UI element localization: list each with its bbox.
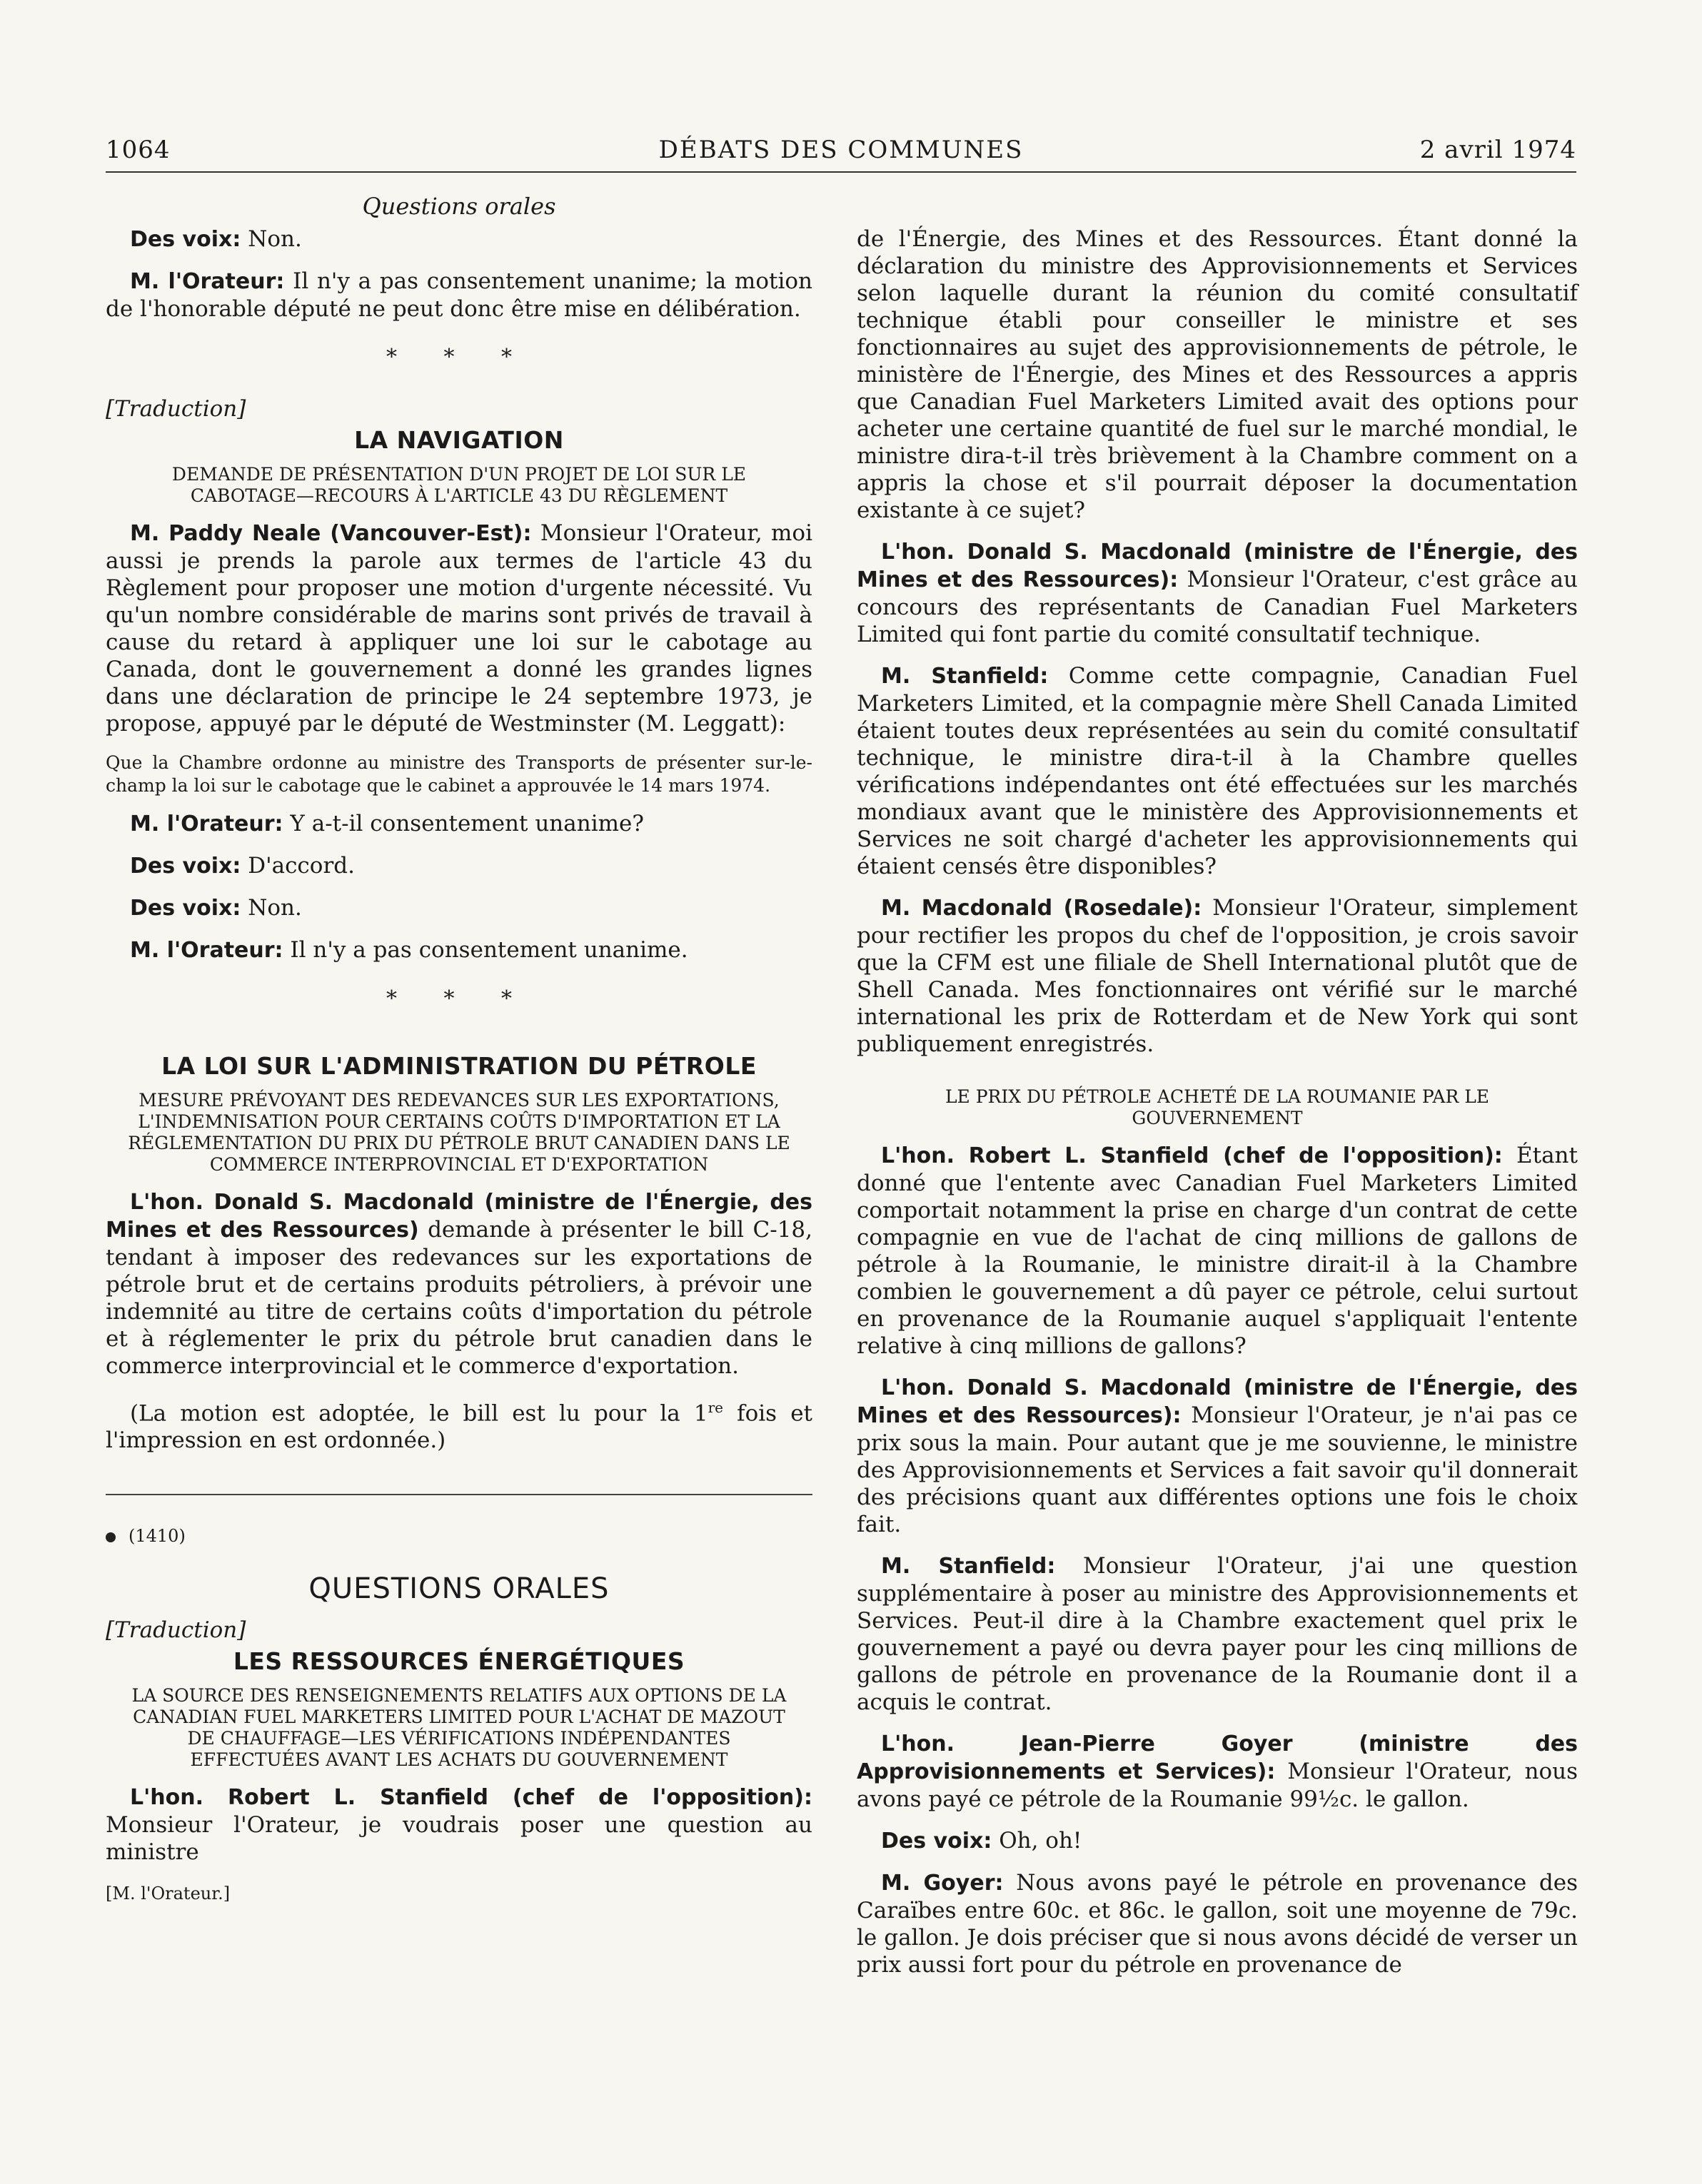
speaker: M. l'Orateur:	[130, 812, 283, 836]
paragraph	[106, 226, 812, 253]
paragraph	[857, 1869, 1578, 1978]
speech-text: Y a-t-il consentement unanime?	[283, 811, 644, 836]
speech-text: Il n'y a pas consentement unanime.	[283, 937, 688, 963]
speaker: Des voix:	[130, 227, 241, 252]
speech-text: Monsieur l'Orateur, j'ai une question supplémentaire à poser au ministre des Approvisionnements et Services. Peut-il dire à la Chambre exactement quel prix le gouvernement a payé ou devra payer pour les cinq millions de gallons de pétrole en provenance de la Roumanie dont il a acquis le contrat.	[857, 1553, 1578, 1715]
speaker: M. Goyer:	[881, 1871, 1004, 1896]
speaker: L'hon. Donald S. Macdonald (ministre de l'Énergie, des Mines et des Ressources)	[106, 1190, 812, 1243]
right-column	[857, 226, 1578, 1993]
speaker: L'hon. Donald S. Macdonald (ministre de l'Énergie, des Mines et des Ressources):	[857, 1375, 1578, 1428]
paragraph	[857, 662, 1578, 880]
speech-text: Monsieur l'Orateur, simplement pour rectifier les propos du chef de l'opposition, je crois savoir que la CFM est une filiale de Shell International plutôt que de Shell Canada. Mes fonctionnaires ont vérifié sur le marché international les prix de Rotterdam et de New York qui sont publiquement enregistrés.	[857, 895, 1578, 1057]
bullet-icon	[106, 1532, 116, 1542]
speech-text: D'accord.	[241, 853, 355, 879]
paragraph	[106, 894, 812, 922]
speaker: L'hon. Jean-Pierre Goyer (ministre des Approvisionnements et Services):	[857, 1731, 1578, 1784]
left-column	[106, 226, 812, 1907]
speaker: M. l'Orateur:	[130, 938, 283, 963]
paragraph	[106, 268, 812, 323]
section-name: Questions orales	[362, 193, 556, 220]
section-separator: * * *	[386, 986, 533, 1011]
footer-note: [M. l'Orateur.]	[106, 1884, 231, 1904]
speech-text: Comme cette compagnie, Canadian Fuel Marketers Limited, et la compagnie mère Shell Canada Limited étaient toutes deux représentées au sein du comité consultatif technique, le ministre dira-t-il à la Chambre quelles vérifications indépendantes ont été effectuées sur les marchés mondiaux avant que le ministère des Approvisionnements et Services ne soit chargé d'acheter les approvisionnements qui étaient censés être disponibles?	[857, 663, 1578, 879]
speech-text: Non.	[241, 226, 302, 252]
speaker: Des voix:	[130, 854, 241, 879]
motion-result-text: (La motion est adoptée, le bill est lu pour la 1	[130, 1400, 708, 1427]
paragraph	[857, 1827, 1578, 1855]
speaker: M. Stanfield:	[881, 1554, 1056, 1579]
speech-text: Monsieur l'Orateur, moi aussi je prends la parole aux termes de l'article 43 du Règlement pour proposer une motion d'urgente nécessité. Vu qu'un nombre considérable de marins sont privés de travail à cause du retard à appliquer une loi sur le cabotage au Canada, dont le gouvernement a donné les grandes lignes dans une déclaration de principe le 24 septembre 1973, je propose, appuyé par le député de Westminster (M. Leggatt):	[106, 520, 813, 737]
subheading-navigation: DEMANDE DE PRÉSENTATION D'UN PROJET DE LOI SUR LE CABOTAGE—RECOURS À L'ARTICLE 43 DU RÈGLEMENT	[171, 464, 747, 506]
paragraph	[857, 538, 1578, 648]
heading-petrole: LA LOI SUR L'ADMINISTRATION DU PÉTROLE	[161, 1052, 757, 1080]
speaker: L'hon. Donald S. Macdonald (ministre de l'Énergie, des Mines et des Ressources):	[857, 540, 1578, 592]
heading-questions-orales: QUESTIONS ORALES	[308, 1572, 610, 1606]
paragraph	[106, 520, 812, 737]
paragraph	[857, 1142, 1578, 1360]
paragraph	[106, 936, 812, 964]
paragraph	[106, 1394, 812, 1454]
section-rule	[106, 1494, 812, 1495]
heading-navigation: LA NAVIGATION	[354, 426, 564, 454]
speaker: M. Macdonald (Rosedale):	[881, 896, 1202, 921]
paragraph	[857, 1552, 1578, 1716]
heading-ressources: LES RESSOURCES ÉNERGÉTIQUES	[233, 1647, 685, 1676]
speech-text: Monsieur l'Orateur, c'est grâce au concours des représentants de Canadian Fuel Marketers Limited qui font partie du comité consultatif technique.	[857, 567, 1578, 647]
speech-text: Oh, oh!	[992, 1828, 1082, 1854]
translation-note: [Traduction]	[106, 396, 246, 422]
running-head	[106, 136, 1576, 170]
header-rule	[106, 171, 1576, 173]
speaker: Des voix:	[130, 896, 241, 921]
subheading-roumanie: LE PRIX DU PÉTROLE ACHETÉ DE LA ROUMANIE PAR LE GOUVERNEMENT	[945, 1086, 1490, 1128]
translation-note: [Traduction]	[106, 1617, 246, 1644]
speech-text: Étant donné que l'entente avec Canadian Fuel Marketers Limited comportait notamment la prise en charge d'un contrat de cette compagnie en vue de l'achat de cinq millions de gallons de pétrole à la Roumanie, le ministre dirait-il à la Chambre combien le gouvernement a dû payer ce pétrole, celui surtout en provenance de la Roumanie auquel s'appliquait l'entente relative à cinq millions de gallons?	[857, 1143, 1578, 1359]
speaker: L'hon. Robert L. Stanfield (chef de l'opposition):	[130, 1785, 812, 1811]
paragraph	[106, 1188, 812, 1380]
speech-text: Monsieur l'Orateur, je n'ai pas ce prix sous la main. Pour autant que je me souvienne, le ministre des Approvisionnements et Services a fait savoir qu'il donnerait des précisions quant aux différentes options une fois le choix fait.	[857, 1402, 1578, 1537]
paragraph	[106, 852, 812, 880]
paragraph	[857, 1374, 1578, 1538]
section-separator: * * *	[386, 345, 533, 370]
publication-title: DÉBATS DES COMMUNES	[658, 136, 1024, 164]
speech-text: Nous avons payé le pétrole en provenance des Caraïbes entre 60c. et 86c. le gallon, soit une moyenne de 79c. le gallon. Je dois préciser que si nous avons décidé de verser un prix aussi fort pour du pétrole en provenance de	[857, 1870, 1578, 1978]
ordinal-superscript: re	[708, 1399, 724, 1416]
paragraph	[106, 1784, 812, 1866]
speaker: L'hon. Robert L. Stanfield (chef de l'opposition):	[881, 1143, 1503, 1168]
speaker: Des voix:	[881, 1829, 992, 1854]
speech-text: Monsieur l'Orateur, je voudrais poser une question au ministre	[106, 1812, 812, 1866]
paragraph: de l'Énergie, des Mines et des Ressources. Étant donné la déclaration du ministre des Approvisionnements et Services selon laquelle durant la réunion du comité consultatif technique établi pour conseiller le ministre et ses fonctionnaires au sujet des approvisionnements de pétrole, le ministère de l'Énergie, des Mines et des Ressources a appris que Canadian Fuel Marketers Limited avait des options pour acheter une certaine quantité de fuel sur le marché mondial, le ministre dira-t-il très brièvement à la Chambre comment on a appris la chose et s'il pourrait déposer la documentation existante à ce sujet?	[857, 226, 1578, 523]
motion-quote: Que la Chambre ordonne au ministre des Transports de présenter sur-le-champ la loi sur le cabotage que le cabinet a approuvée le 14 mars 1974.	[106, 752, 812, 796]
speech-text: Il n'y a pas consentement unanime; la motion de l'honorable député ne peut donc être mise en délibération.	[106, 268, 812, 322]
motion-result-text-end: fois et l'impression en est ordonnée.)	[106, 1400, 812, 1454]
paragraph	[106, 810, 812, 838]
speaker: M. Stanfield:	[881, 664, 1049, 689]
speaker: M. Paddy Neale (Vancouver-Est):	[130, 521, 532, 546]
timestamp	[106, 1522, 812, 1549]
speech-text: Non.	[241, 895, 302, 921]
subheading-ressources: LA SOURCE DES RENSEIGNEMENTS RELATIFS AUX OPTIONS DE LA CANADIAN FUEL MARKETERS LIMITED POUR L'ACHAT DE MAZOUT DE CHAUFFAGE—LES VÉRIFICATIONS INDÉPENDANTES EFFECTUÉES AVANT LES ACHATS DU GOUVERNEMENT	[131, 1685, 787, 1771]
paragraph	[857, 894, 1578, 1058]
speech-text: Monsieur l'Orateur, nous avons payé ce pétrole de la Roumanie 99½c. le gallon.	[857, 1759, 1578, 1812]
speaker: M. l'Orateur:	[130, 269, 285, 294]
paragraph	[857, 1730, 1578, 1813]
publication-date: 2 avril 1974	[1419, 136, 1576, 164]
speech-text: demande à présenter le bill C-18, tendant à imposer des redevances sur les exportations de pétrole brut et de certains produits pétroliers, à prévoir une indemnité au titre de certains coûts d'importation du pétrole et à réglementer le prix du pétrole brut canadien dans le commerce interprovincial et le commerce d'exportation.	[106, 1217, 812, 1379]
page-number: 1064	[106, 136, 171, 164]
timestamp-text: (1410)	[129, 1526, 186, 1547]
subheading-petrole: MESURE PRÉVOYANT DES REDEVANCES SUR LES EXPORTATIONS, L'INDEMNISATION POUR CERTAINS COÛTS D'IMPORTATION ET LA RÉGLEMENTATION DU PRIX DU PÉTROLE BRUT CANADIEN DANS LE COMMERCE INTERPROVINCIAL ET D'EXPORTATION	[128, 1090, 790, 1175]
